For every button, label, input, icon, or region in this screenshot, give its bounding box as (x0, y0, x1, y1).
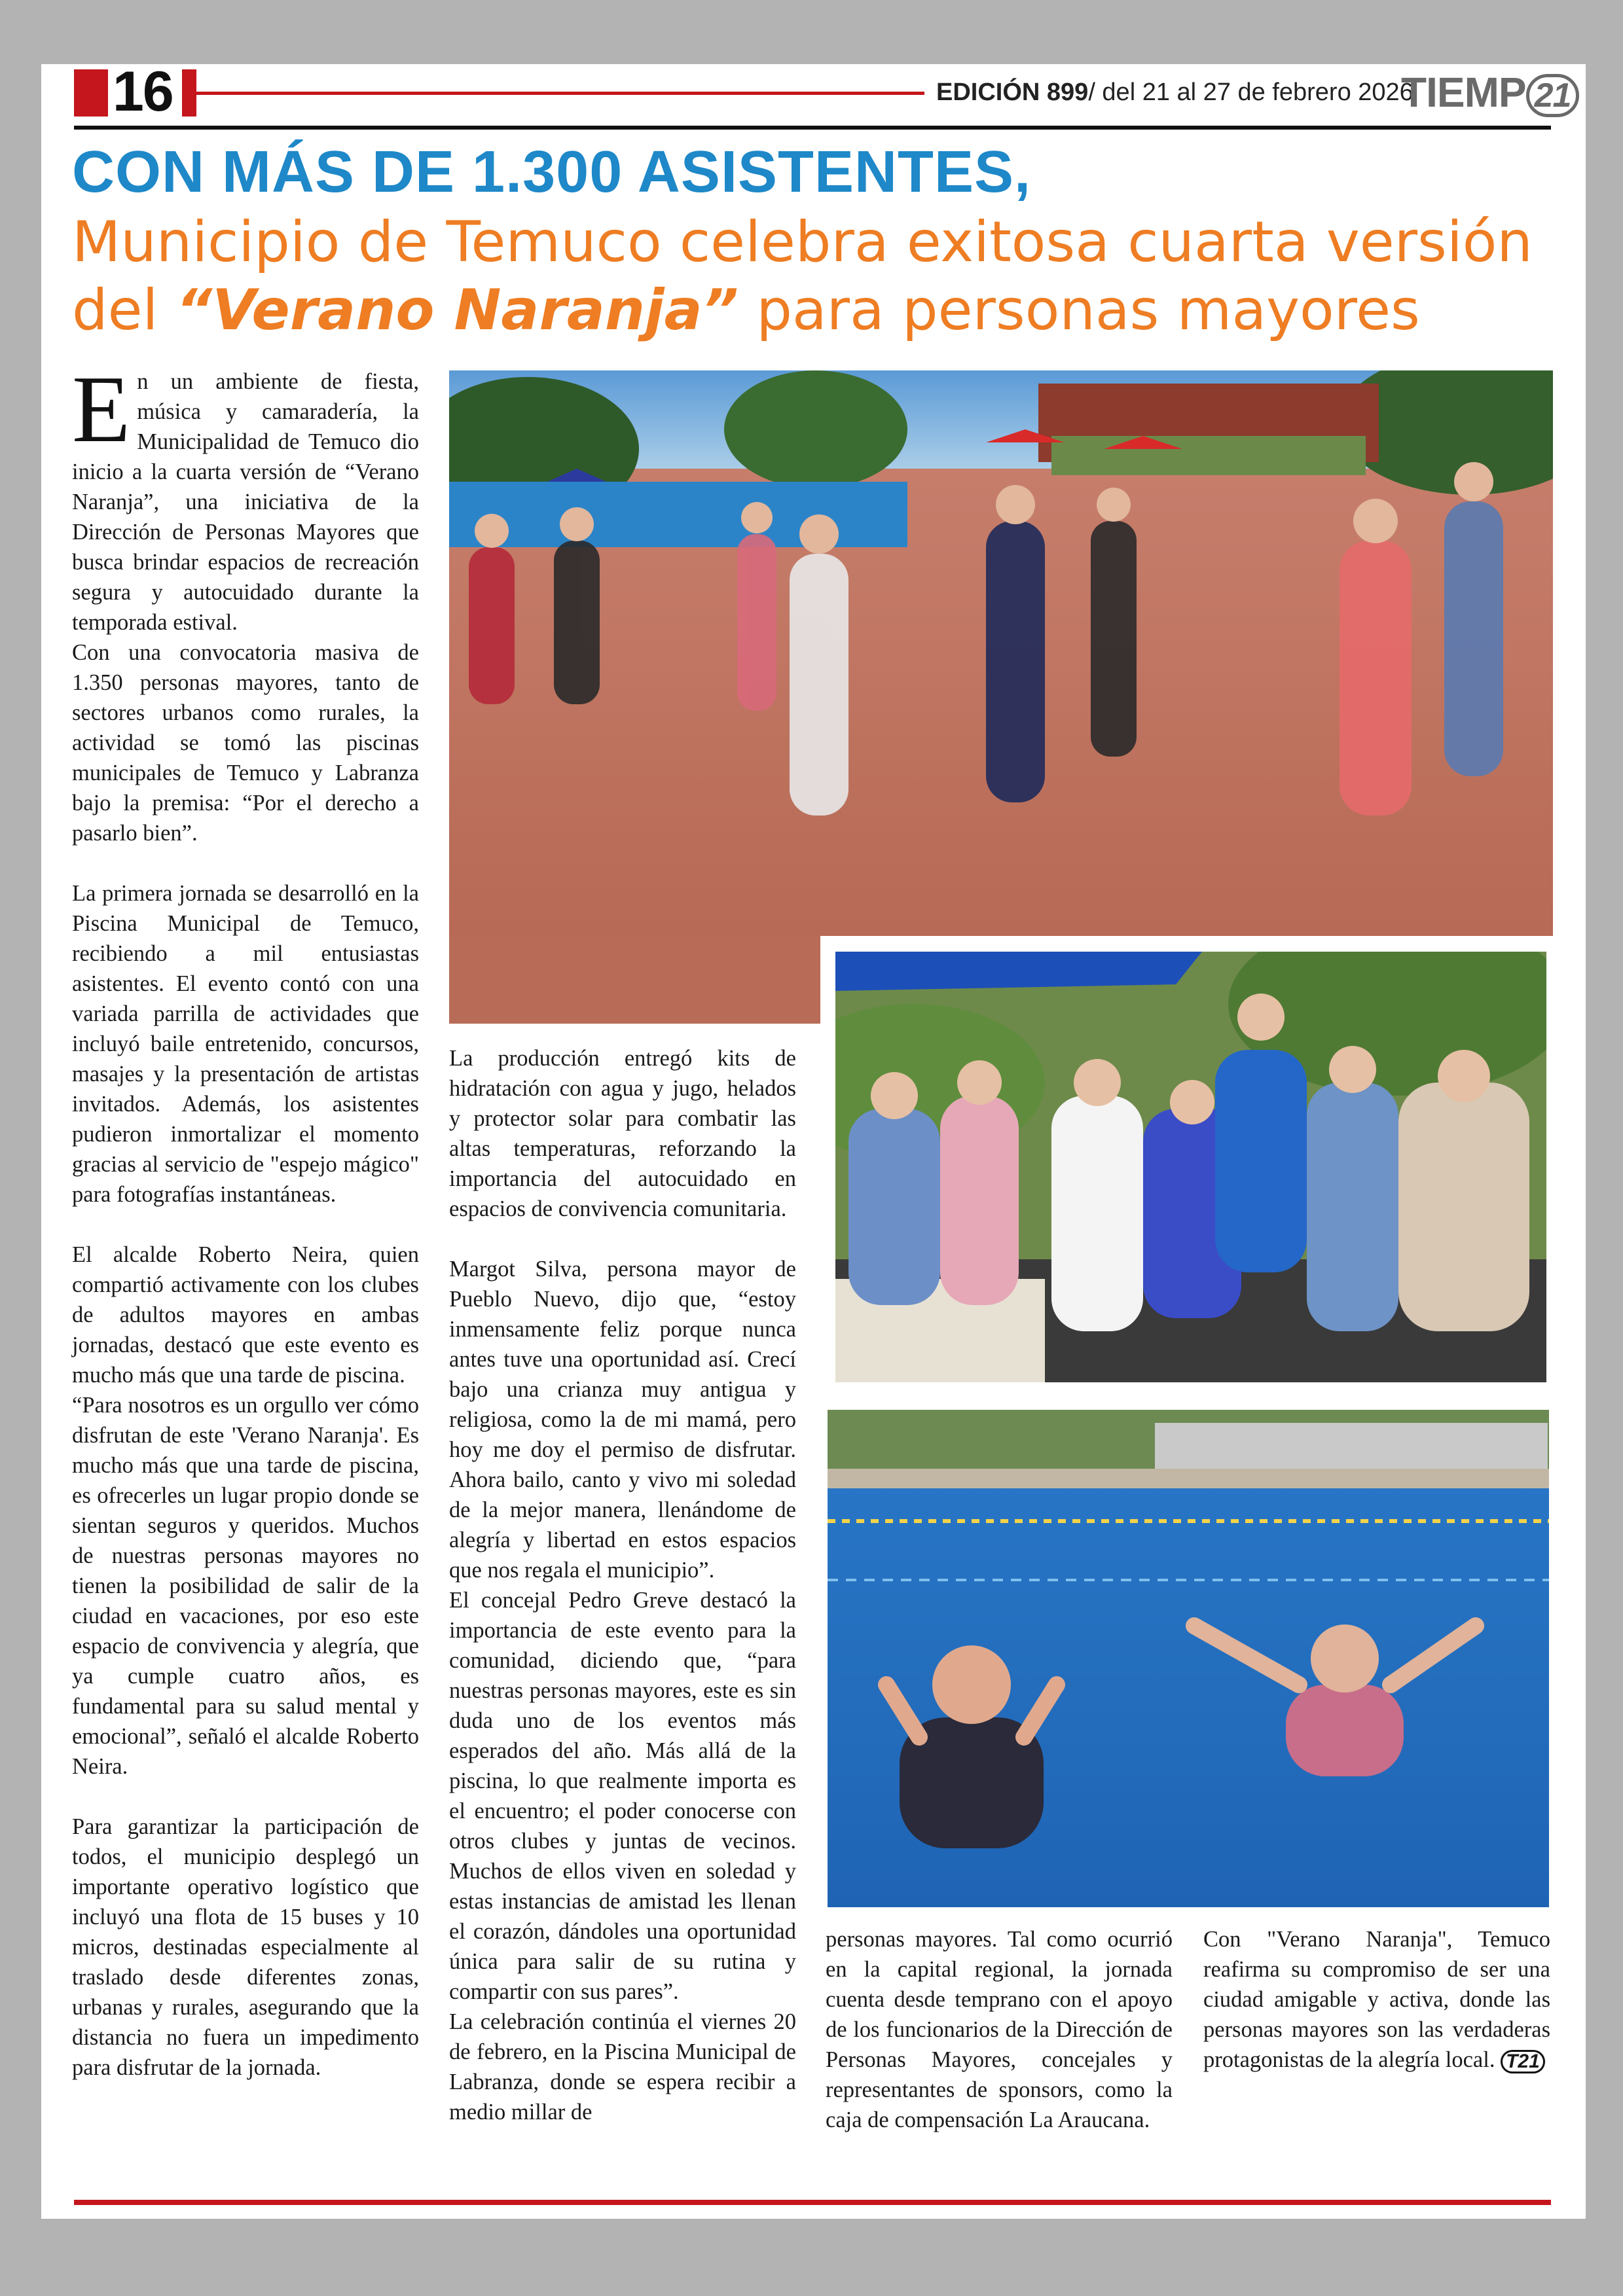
article-column-1 (72, 356, 419, 2113)
drop-cap: E (72, 356, 131, 462)
paragraph: La primera jornada se desarrolló en la Piscina Municipal de Temuco, recibiendo a mil entusiastas asistentes. El evento contó con una variada parrilla de actividades que incluyó baile entretenido, concursos, masajes y la presentación de artistas invitados. Además, los asistentes pudieron inmortalizar el momento gracias al servicio de "espejo mágico" para fotografías instantáneas. (72, 881, 419, 1207)
paragraph: La celebración continúa el viernes 20 de febrero, en la Piscina Municipal de Labranza, donde se espera recibir a medio millar de (449, 2009, 796, 2125)
edition-label: EDICIÓN 899 (936, 79, 1089, 106)
paragraph: El alcalde Roberto Neira, quien compartió activamente con los clubes de adultos mayores en ambas jornadas, destacó que este evento es mucho más que una tarde de piscina. (72, 1242, 419, 1388)
article-column-2 (449, 1043, 796, 2127)
edition-dates: / del 21 al 27 de febrero 2026 (1088, 79, 1413, 106)
paragraph-lead (72, 356, 419, 637)
paragraph: personas mayores. Tal como ocurrió en la capital regional, la jornada cuenta desde temprano con el apoyo de los funcionarios de la Dirección de Personas Mayores, concejales y representantes de sponsors, como la caja de compensación La Araucana. (826, 1927, 1173, 2132)
page-header (0, 0, 1623, 131)
headline-line-3-post: para personas mayores (739, 278, 1420, 343)
headline-line-2: Municipio de Temuco celebra exitosa cuarta versión (72, 209, 1533, 275)
brand-suffix: 21 (1526, 74, 1580, 117)
header-red-line (196, 92, 924, 95)
paragraph: La producción entregó kits de hidratación con agua y jugo, helados y protector solar para combatir las altas temperaturas, reforzando la importancia del autocuidado en espacios de convivencia comunitaria. (449, 1046, 796, 1221)
photo-dancing-extension (449, 936, 820, 1024)
page-number-block (74, 69, 108, 117)
page-number-block-right (182, 69, 196, 117)
brand-logo (1401, 68, 1579, 117)
paragraph: Con una convocatoria masiva de 1.350 personas mayores, tanto de sectores urbanos como rurales, la actividad se tomó las piscinas municipales de Temuco y Labranza bajo la premisa: “Por el derecho a pasarlo bien”. (72, 640, 419, 846)
photo-dancing (449, 370, 1553, 936)
headline-title (72, 208, 1533, 344)
paragraph-lead-text: n un ambiente de fiesta, música y camaradería, la Municipalidad de Temuco dio inicio a la cuarta versión de “Verano Naranja”, una iniciativa de la Dirección de Personas Mayores que busca brindar espacios de recreación segura y autocuidado durante la temporada estival. (72, 369, 419, 635)
page-number: 16 (113, 60, 173, 123)
photo-group (835, 952, 1546, 1382)
paragraph-closing (1203, 1924, 1550, 2075)
paragraph: El concejal Pedro Greve destacó la importancia de este evento para la comunidad, diciendo que, “para nuestras personas mayores, este es sin duda uno de los eventos más esperados del año. Más allá de la piscina, lo que realmente importa es el encuentro; el poder conocerse con otros clubes y juntas de vecinos. Muchos de ellos viven en soledad y estas instancias de amistad les llenan el corazón, dándoles una oportunidad única para salir de su rutina y compartir con sus pares”. (449, 1588, 796, 2004)
paragraph: “Para nosotros es un orgullo ver cómo disfrutan de este 'Verano Naranja'. Es mucho más que una tarde de piscina, es ofrecerles un lugar propio donde se sientan seguros y queridos. Muchos de nuestras personas mayores no tienen la posibilidad de salir de la ciudad en vacaciones, por eso este espacio de convivencia y alegría, que ya cumple cuatro años, es fundamental para su salud mental y emocional”, señaló el alcalde Roberto Neira. (72, 1393, 419, 1779)
headline-event-name: “Verano Naranja” (175, 278, 739, 343)
header-black-rule (74, 126, 1551, 130)
headline-kicker: CON MÁS DE 1.300 ASISTENTES, (72, 139, 1032, 205)
article-column-4 (1203, 1924, 1550, 2075)
photo-pool (828, 1410, 1549, 1907)
article-column-3 (826, 1924, 1173, 2135)
end-mark-logo: T21 (1501, 2050, 1545, 2073)
headline-line-3 (72, 276, 1533, 344)
paragraph-closing-text: Con "Verano Naranja", Temuco reafirma su compromiso de ser una ciudad amigable y activa, donde las personas mayores son las verdaderas protagonistas de la alegría local. (1203, 1927, 1550, 2072)
brand-prefix: TIEMP (1401, 69, 1526, 116)
paragraph: Margot Silva, persona mayor de Pueblo Nuevo, dijo que, “estoy inmensamente feliz porque nunca antes tuve una oportunidad así. Crecí bajo una crianza muy antigua y religiosa, como la de mi mamá, pero hoy me doy el permiso de disfrutar. Ahora bailo, canto y vivo mi soledad de la mejor manera, llenándome de alegría y libertad en estos espacios que nos regala el municipio”. (449, 1257, 796, 1583)
headline-line-3-pre: del (72, 278, 176, 343)
edition-info (936, 79, 1413, 107)
paragraph: Para garantizar la participación de todos, el municipio desplegó un importante operativo logístico que incluyó una flota de 15 buses y 10 micros, destinadas especialmente al traslado desde diferentes zonas, urbanas y rurales, asegurando que la distancia no fuera un impedimento para disfrutar de la jornada. (72, 1814, 419, 2080)
footer-red-rule (74, 2200, 1551, 2205)
